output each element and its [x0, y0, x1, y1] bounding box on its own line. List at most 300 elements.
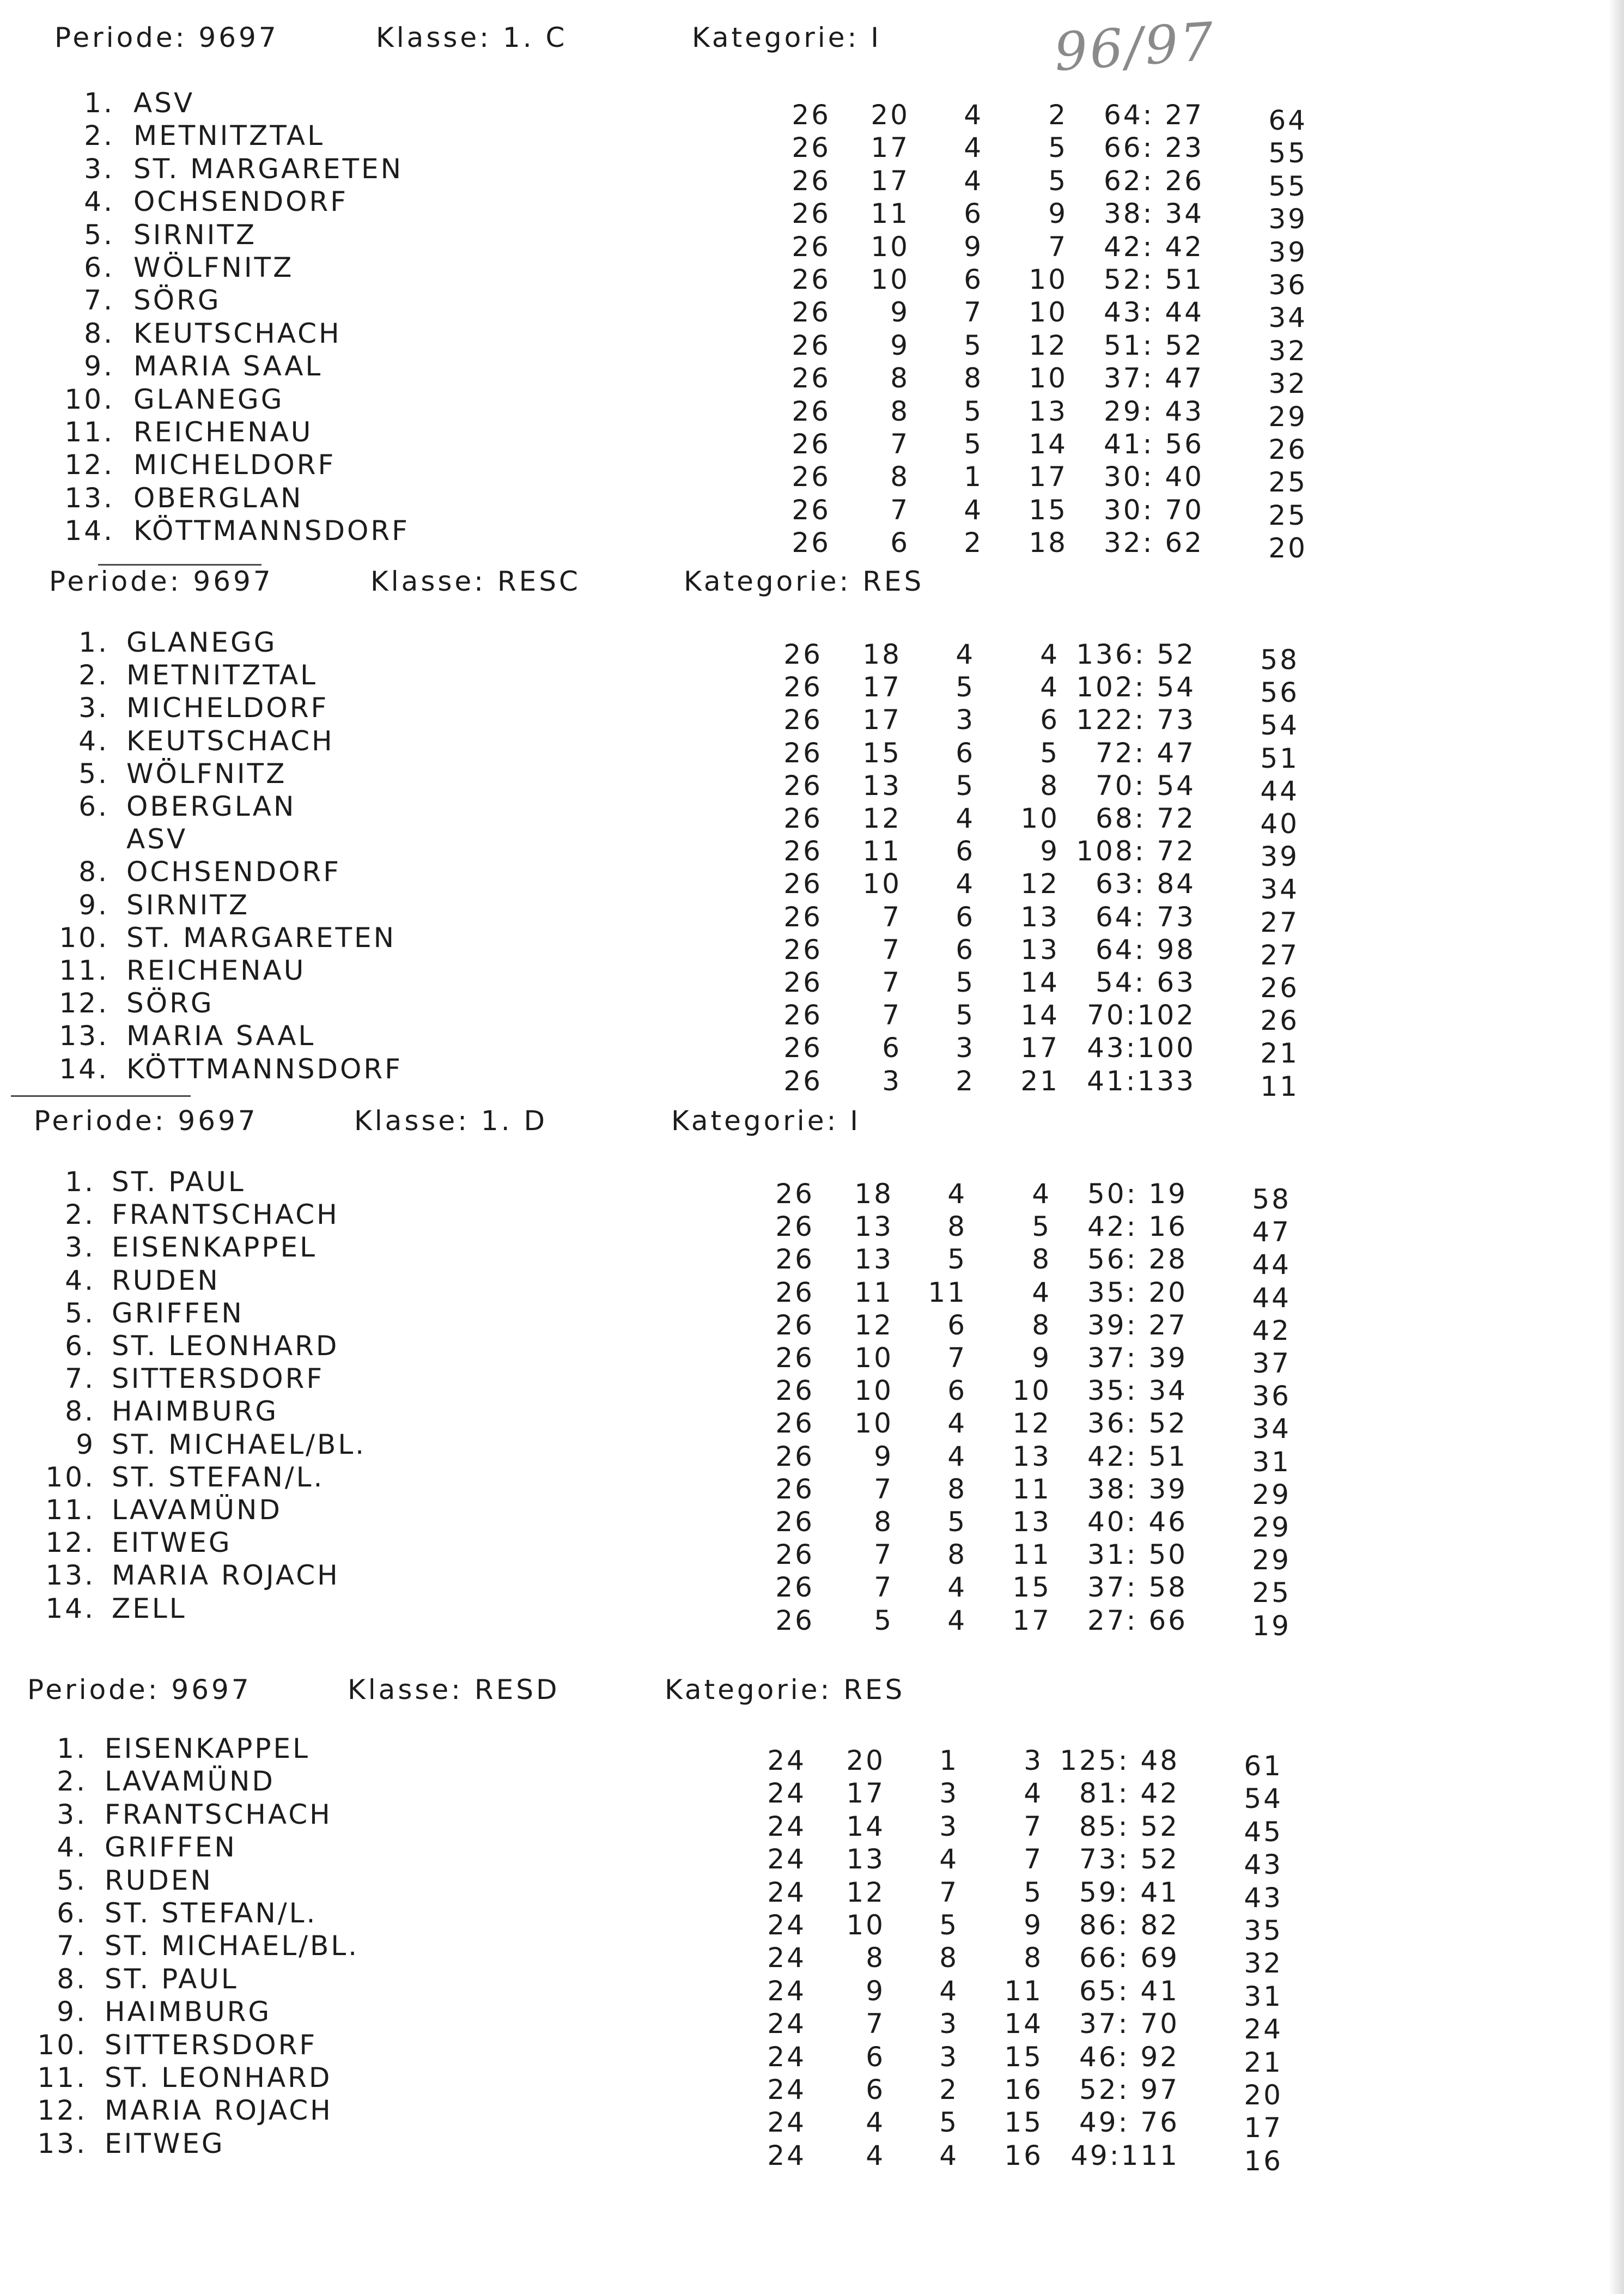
sp-cell: 26: [792, 461, 831, 493]
sp-cell: 26: [783, 639, 823, 670]
n-cell: 13: [1020, 933, 1060, 966]
n-cell: 13: [1012, 1506, 1051, 1538]
rank-cell: 8.: [65, 1395, 95, 1428]
rank-cell: 14.: [45, 1592, 95, 1624]
n-cell: 14: [1029, 428, 1068, 460]
team-cell: EISENKAPPEL: [105, 1733, 310, 1764]
team-cell: OBERGLAN: [133, 482, 303, 514]
pkt-cell: 25: [1268, 466, 1307, 499]
pkt-cell: 34: [1252, 1413, 1291, 1445]
u-cell: 4: [964, 99, 983, 131]
team-cell: RUDEN: [112, 1264, 220, 1296]
pkt-cell: 42: [1252, 1314, 1291, 1346]
tore-cell: 49:111: [1070, 2139, 1179, 2171]
sp-cell: 24: [767, 1810, 806, 1842]
pkt-cell: 44: [1252, 1282, 1291, 1314]
u-cell: 4: [939, 1975, 959, 2007]
team-cell: ST. LEONHARD: [105, 2062, 332, 2093]
u-cell: 4: [956, 803, 975, 834]
rank-cell: 11.: [64, 416, 114, 448]
u-cell: 4: [947, 1178, 967, 1210]
s-cell: 10: [871, 230, 910, 263]
pkt-cell: 32: [1268, 368, 1307, 400]
section-header: [0, 22, 1624, 65]
pkt-cell: 39: [1268, 236, 1307, 268]
pkt-cell: 29: [1252, 1512, 1291, 1543]
pkt-cell: 19: [1252, 1610, 1291, 1642]
team-cell: RUDEN: [105, 1864, 213, 1896]
team-cell: METNITZTAL: [126, 659, 318, 691]
sp-cell: 26: [775, 1473, 814, 1505]
sp-cell: 26: [783, 737, 823, 769]
tore-cell: 29: 43: [1104, 395, 1204, 427]
team-cell: ST. MARGARETEN: [126, 921, 397, 954]
u-cell: 1: [939, 1745, 959, 1776]
n-cell: 11: [1012, 1539, 1051, 1571]
rank-cell: 11.: [37, 2062, 87, 2093]
rank-cell: 6.: [84, 252, 114, 283]
sp-cell: 24: [767, 1745, 806, 1776]
pkt-cell: 43: [1244, 1849, 1283, 1881]
pkt-cell: 44: [1260, 775, 1299, 807]
u-cell: 5: [964, 329, 983, 361]
pkt-cell: 36: [1268, 269, 1307, 301]
team-cell: SITTERSDORF: [105, 2029, 318, 2061]
pkt-cell: 55: [1268, 170, 1307, 202]
rank-cell: 7.: [65, 1363, 95, 1395]
n-cell: 15: [1004, 2041, 1043, 2073]
tore-cell: 70: 54: [1096, 769, 1196, 802]
tore-cell: 27: 66: [1087, 1604, 1188, 1636]
s-cell: 10: [854, 1342, 893, 1374]
n-cell: 8: [1032, 1243, 1051, 1276]
tore-cell: 51: 52: [1104, 329, 1204, 361]
sp-cell: 26: [792, 329, 831, 361]
klasse-label: Klasse: 1. D: [354, 1105, 548, 1137]
rank-cell: 3.: [65, 1231, 95, 1264]
rank-cell: 13.: [37, 2127, 87, 2159]
u-cell: 4: [939, 2139, 959, 2171]
team-cell: MARIA ROJACH: [112, 1559, 340, 1592]
rank-cell: 9: [76, 1428, 95, 1460]
team-cell: SÖRG: [126, 987, 214, 1019]
s-cell: 10: [862, 868, 902, 900]
pkt-cell: 58: [1260, 644, 1299, 676]
rank-cell: 10.: [59, 921, 109, 954]
u-cell: 6: [956, 901, 975, 933]
rank-cell: 4.: [84, 186, 114, 218]
s-cell: 7: [866, 2008, 885, 2040]
s-cell: 17: [862, 671, 902, 703]
s-cell: 8: [890, 461, 910, 493]
team-cell: KÖTTMANNSDORF: [133, 515, 410, 547]
separator-rule: [11, 1095, 191, 1097]
tore-cell: 81: 42: [1079, 1777, 1179, 1810]
klasse-label: Klasse: RESD: [348, 1674, 560, 1706]
u-cell: 3: [939, 1777, 959, 1810]
pkt-cell: 31: [1244, 1980, 1283, 2012]
pkt-cell: 32: [1244, 1947, 1283, 1980]
team-cell: OCHSENDORF: [126, 856, 341, 888]
u-cell: 1: [964, 461, 983, 493]
rank-cell: 9.: [78, 889, 109, 921]
team-cell: GLANEGG: [126, 627, 277, 658]
pkt-cell: 54: [1260, 709, 1299, 742]
s-cell: 11: [854, 1276, 893, 1308]
tore-cell: 56: 28: [1087, 1243, 1188, 1276]
u-cell: 7: [947, 1342, 967, 1374]
tore-cell: 37: 39: [1087, 1342, 1188, 1374]
u-cell: 8: [947, 1539, 967, 1571]
n-cell: 16: [1004, 2139, 1043, 2171]
rank-cell: 10.: [64, 383, 114, 415]
sp-cell: 26: [783, 999, 823, 1031]
pkt-cell: 61: [1244, 1750, 1283, 1782]
n-cell: 9: [1032, 1342, 1051, 1374]
pkt-cell: 37: [1252, 1348, 1291, 1379]
team-cell: WÖLFNITZ: [133, 252, 294, 283]
tore-cell: 41:133: [1087, 1065, 1196, 1097]
s-cell: 10: [854, 1407, 893, 1440]
n-cell: 14: [1020, 999, 1060, 1031]
s-cell: 14: [846, 1810, 885, 1842]
sp-cell: 26: [783, 1065, 823, 1097]
n-cell: 5: [1048, 165, 1068, 197]
u-cell: 6: [956, 737, 975, 769]
rank-cell: 4.: [65, 1264, 95, 1296]
s-cell: 10: [854, 1375, 893, 1407]
tore-cell: 42: 42: [1104, 230, 1204, 263]
s-cell: 6: [890, 527, 910, 559]
u-cell: 5: [956, 671, 975, 703]
sp-cell: 26: [775, 1506, 814, 1538]
tore-cell: 30: 40: [1104, 461, 1204, 493]
u-cell: 5: [964, 428, 983, 460]
n-cell: 4: [1024, 1777, 1043, 1810]
u-cell: 11: [928, 1276, 967, 1308]
tore-cell: 66: 69: [1079, 1942, 1179, 1974]
pkt-cell: 24: [1244, 2013, 1283, 2046]
sp-cell: 26: [792, 198, 831, 230]
sp-cell: 26: [783, 933, 823, 966]
sp-cell: 24: [767, 2008, 806, 2040]
n-cell: 14: [1004, 2008, 1043, 2040]
team-cell: ST. STEFAN/L.: [105, 1897, 318, 1929]
pkt-cell: 25: [1268, 499, 1307, 531]
pkt-cell: 27: [1260, 939, 1299, 971]
s-cell: 12: [846, 1876, 885, 1908]
sp-cell: 24: [767, 2041, 806, 2073]
u-cell: 5: [939, 1909, 959, 1941]
tore-cell: 63: 84: [1096, 868, 1196, 900]
n-cell: 10: [1029, 362, 1068, 395]
n-cell: 4: [1032, 1276, 1051, 1308]
u-cell: 8: [939, 1942, 959, 1974]
sp-cell: 24: [767, 1843, 806, 1876]
pkt-cell: 25: [1252, 1577, 1291, 1609]
pkt-cell: 27: [1260, 906, 1299, 938]
team-cell: EITWEG: [105, 2127, 225, 2159]
tore-cell: 31: 50: [1087, 1539, 1188, 1571]
pkt-cell: 32: [1268, 335, 1307, 367]
sp-cell: 26: [775, 1571, 814, 1604]
u-cell: 5: [956, 999, 975, 1031]
tore-cell: 49: 76: [1079, 2107, 1179, 2139]
team-cell: FRANTSCHACH: [105, 1798, 332, 1830]
kategorie-label: Kategorie: RES: [684, 566, 924, 597]
tore-cell: 85: 52: [1079, 1810, 1179, 1842]
n-cell: 18: [1029, 527, 1068, 559]
u-cell: 5: [939, 2107, 959, 2139]
u-cell: 6: [947, 1309, 967, 1341]
u-cell: 5: [956, 967, 975, 998]
team-cell: ASV: [133, 87, 195, 119]
rank-cell: 10.: [45, 1461, 95, 1493]
s-cell: 7: [882, 999, 902, 1031]
rank-cell: 3.: [57, 1798, 87, 1830]
sp-cell: 26: [775, 1178, 814, 1210]
sp-cell: 26: [792, 494, 831, 526]
rank-cell: 14.: [64, 515, 114, 547]
n-cell: 4: [1032, 1178, 1051, 1210]
team-cell: REICHENAU: [133, 416, 313, 448]
u-cell: 4: [947, 1407, 967, 1440]
n-cell: 9: [1048, 198, 1068, 230]
team-cell: FRANTSCHACH: [112, 1199, 339, 1231]
s-cell: 7: [874, 1571, 893, 1604]
u-cell: 6: [956, 835, 975, 867]
s-cell: 7: [890, 428, 910, 460]
table-row: [0, 515, 1624, 565]
s-cell: 11: [862, 835, 902, 867]
sp-cell: 26: [783, 803, 823, 834]
rank-cell: 11.: [45, 1494, 95, 1526]
tore-cell: 136: 52: [1076, 639, 1196, 670]
n-cell: 12: [1020, 868, 1060, 900]
s-cell: 17: [862, 704, 902, 736]
u-cell: 2: [956, 1065, 975, 1097]
rank-cell: 9.: [84, 350, 114, 383]
s-cell: 6: [882, 1032, 902, 1064]
team-cell: GRIFFEN: [112, 1297, 244, 1329]
sp-cell: 26: [775, 1604, 814, 1636]
team-cell: MARIA ROJACH: [105, 2095, 333, 2127]
s-cell: 9: [866, 1975, 885, 2007]
pkt-cell: 29: [1252, 1544, 1291, 1576]
u-cell: 8: [947, 1473, 967, 1505]
u-cell: 4: [956, 868, 975, 900]
team-cell: EISENKAPPEL: [112, 1231, 317, 1264]
team-cell: ST. MARGARETEN: [133, 153, 404, 185]
n-cell: 2: [1048, 99, 1068, 131]
rank-cell: 12.: [37, 2095, 87, 2127]
u-cell: 4: [947, 1604, 967, 1636]
n-cell: 15: [1004, 2107, 1043, 2139]
team-cell: REICHENAU: [126, 955, 306, 986]
sp-cell: 26: [783, 901, 823, 933]
u-cell: 3: [956, 704, 975, 736]
tore-cell: 52: 51: [1104, 264, 1204, 295]
pkt-cell: 26: [1260, 1005, 1299, 1037]
sp-cell: 26: [775, 1407, 814, 1440]
pkt-cell: 29: [1252, 1478, 1291, 1510]
n-cell: 8: [1032, 1309, 1051, 1341]
team-cell: HAIMBURG: [112, 1395, 279, 1428]
sp-cell: 26: [775, 1276, 814, 1308]
s-cell: 9: [874, 1440, 893, 1472]
s-cell: 7: [874, 1473, 893, 1505]
n-cell: 12: [1012, 1407, 1051, 1440]
sp-cell: 26: [775, 1309, 814, 1341]
n-cell: 5: [1040, 737, 1060, 769]
section-header: [0, 1674, 1624, 1718]
rank-cell: 1.: [57, 1733, 87, 1764]
sp-cell: 26: [792, 230, 831, 263]
s-cell: 13: [862, 769, 902, 802]
rank-cell: 12.: [59, 987, 109, 1019]
s-cell: 18: [854, 1178, 893, 1210]
rank-cell: 10.: [37, 2029, 87, 2061]
u-cell: 7: [964, 296, 983, 329]
n-cell: 16: [1004, 2074, 1043, 2105]
n-cell: 6: [1040, 704, 1060, 736]
pkt-cell: 43: [1244, 1882, 1283, 1914]
s-cell: 8: [866, 1942, 885, 1974]
team-cell: GLANEGG: [133, 383, 284, 415]
sp-cell: 26: [783, 1032, 823, 1064]
sp-cell: 24: [767, 1777, 806, 1810]
pkt-cell: 40: [1260, 808, 1299, 840]
tore-cell: 43: 44: [1104, 296, 1204, 329]
pkt-cell: 16: [1244, 2145, 1283, 2177]
sp-cell: 24: [767, 2139, 806, 2171]
section-header: [0, 1105, 1624, 1149]
pkt-cell: 39: [1260, 841, 1299, 873]
s-cell: 3: [882, 1065, 902, 1097]
n-cell: 4: [1040, 639, 1060, 670]
sp-cell: 26: [775, 1342, 814, 1374]
u-cell: 4: [956, 639, 975, 670]
rank-cell: 3.: [84, 153, 114, 185]
tore-cell: 59: 41: [1079, 1876, 1179, 1908]
rank-cell: 5.: [84, 219, 114, 251]
team-cell: ZELL: [112, 1592, 187, 1624]
tore-cell: 41: 56: [1104, 428, 1204, 460]
tore-cell: 70:102: [1087, 999, 1196, 1031]
sp-cell: 24: [767, 1942, 806, 1974]
n-cell: 5: [1032, 1211, 1051, 1243]
u-cell: 4: [947, 1440, 967, 1472]
n-cell: 3: [1024, 1745, 1043, 1776]
sp-cell: 24: [767, 2074, 806, 2105]
rank-cell: 7.: [57, 1930, 87, 1962]
pkt-cell: 36: [1252, 1380, 1291, 1412]
n-cell: 17: [1012, 1604, 1051, 1636]
tore-cell: 54: 63: [1096, 967, 1196, 998]
tore-cell: 32: 62: [1104, 527, 1204, 559]
team-cell: ASV: [126, 823, 188, 855]
sp-cell: 24: [767, 1909, 806, 1941]
separator-rule: [98, 564, 261, 566]
s-cell: 12: [854, 1309, 893, 1341]
s-cell: 7: [882, 967, 902, 998]
n-cell: 13: [1012, 1440, 1051, 1472]
sp-cell: 26: [783, 671, 823, 703]
sp-cell: 24: [767, 2107, 806, 2139]
tore-cell: 40: 46: [1087, 1506, 1188, 1538]
pkt-cell: 11: [1260, 1070, 1299, 1102]
team-cell: ST. LEONHARD: [112, 1330, 339, 1362]
pkt-cell: 29: [1268, 400, 1307, 433]
n-cell: 5: [1048, 132, 1068, 164]
s-cell: 7: [882, 933, 902, 966]
u-cell: 6: [956, 933, 975, 966]
pkt-cell: 17: [1244, 2112, 1283, 2144]
team-cell: MARIA SAAL: [133, 350, 323, 383]
sp-cell: 26: [792, 527, 831, 559]
u-cell: 5: [956, 769, 975, 802]
rank-cell: 4.: [57, 1831, 87, 1864]
sp-cell: 26: [792, 132, 831, 164]
sp-cell: 26: [783, 704, 823, 736]
sp-cell: 26: [775, 1375, 814, 1407]
rank-cell: 2.: [65, 1199, 95, 1231]
s-cell: 6: [866, 2074, 885, 2105]
section-header: [0, 566, 1624, 609]
sp-cell: 26: [792, 428, 831, 460]
team-cell: KEUTSCHACH: [126, 725, 334, 757]
team-cell: MARIA SAAL: [126, 1020, 316, 1052]
u-cell: 6: [947, 1375, 967, 1407]
s-cell: 4: [866, 2107, 885, 2139]
kategorie-label: Kategorie: RES: [665, 1674, 905, 1706]
team-cell: ST. MICHAEL/BL.: [112, 1428, 367, 1460]
tore-cell: 37: 70: [1079, 2008, 1179, 2040]
tore-cell: 64: 98: [1096, 933, 1196, 966]
rank-cell: 8.: [84, 317, 114, 349]
s-cell: 8: [890, 362, 910, 395]
n-cell: 17: [1029, 461, 1068, 493]
s-cell: 7: [882, 901, 902, 933]
u-cell: 4: [939, 1843, 959, 1876]
pkt-cell: 55: [1268, 137, 1307, 169]
n-cell: 9: [1024, 1909, 1043, 1941]
rank-cell: 14.: [59, 1053, 109, 1085]
pkt-cell: 26: [1260, 972, 1299, 1004]
rank-cell: 12.: [45, 1527, 95, 1559]
team-cell: ST. MICHAEL/BL.: [105, 1930, 360, 1962]
table-row: [0, 1053, 1624, 1102]
s-cell: 10: [871, 264, 910, 295]
tore-cell: 50: 19: [1087, 1178, 1188, 1210]
tore-cell: 64: 73: [1096, 901, 1196, 933]
team-cell: MICHELDORF: [126, 692, 329, 724]
n-cell: 15: [1029, 494, 1068, 526]
s-cell: 18: [862, 639, 902, 670]
s-cell: 7: [890, 494, 910, 526]
pkt-cell: 58: [1252, 1184, 1291, 1215]
sp-cell: 26: [783, 868, 823, 900]
n-cell: 8: [1024, 1942, 1043, 1974]
rank-cell: 5.: [78, 757, 109, 790]
sp-cell: 26: [783, 769, 823, 802]
rank-cell: 1.: [65, 1166, 95, 1198]
n-cell: 21: [1020, 1065, 1060, 1097]
tore-cell: 122: 73: [1076, 704, 1196, 736]
u-cell: 5: [947, 1506, 967, 1538]
sp-cell: 26: [792, 395, 831, 427]
team-cell: WÖLFNITZ: [126, 757, 287, 790]
